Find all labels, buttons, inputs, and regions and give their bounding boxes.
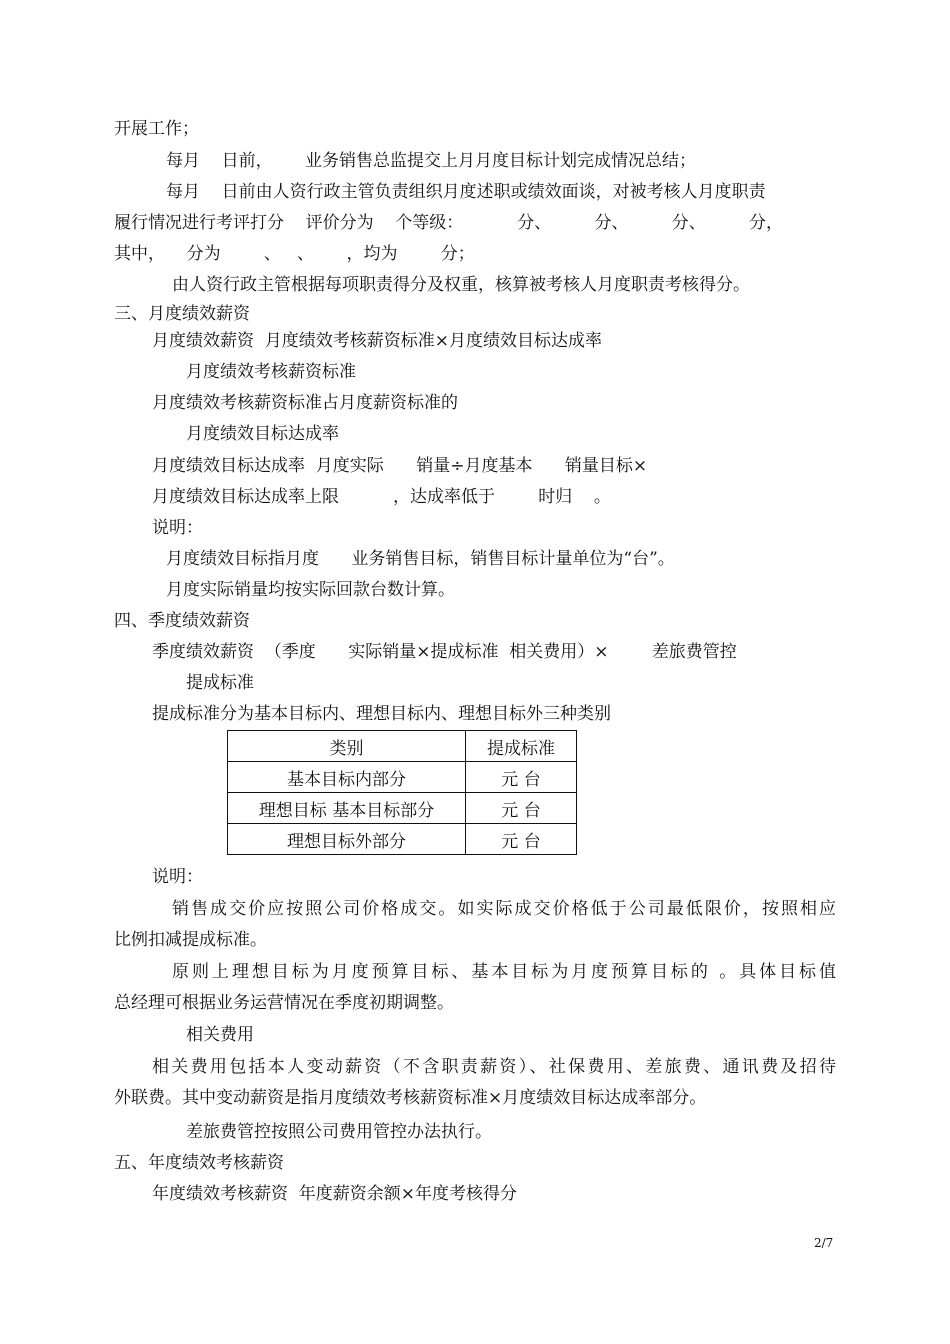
table-cell: 元 台 [466,824,577,855]
text-line: 提成标准 [186,673,254,693]
text-line: 月度绩效目标指月度 业务销售目标，销售目标计量单位为“台”。 [166,549,675,569]
table-cell: 元 台 [466,762,577,793]
text-line: 总经理可根据业务运营情况在季度初期调整。 [114,993,454,1013]
table-cell: 元 台 [466,793,577,824]
text-line: 其中， 分为 、 、 ，均为 分； [114,244,475,264]
text-line: 月度绩效薪资 月度绩效考核薪资标准×月度绩效目标达成率 [152,331,603,351]
section-heading: 四、季度绩效薪资 [114,611,250,631]
table-header-row [228,731,577,762]
text-line: 销售成交价应按照公司价格成交。如实际成交价格低于公司最低限价，按照相应 [172,899,836,919]
table-row [228,793,577,824]
text-line: 月度绩效考核薪资标准 [186,362,356,382]
page-number: 2/7 [814,1236,834,1250]
text-line: 月度绩效考核薪资标准占月度薪资标准的 [152,393,458,413]
text-line: 月度绩效目标达成率上限 ，达成率低于 时归 。 [152,487,611,507]
text-line: 提成标准分为基本目标内、理想目标内、理想目标外三种类别 [152,704,611,724]
text-line: 相关费用包括本人变动薪资（不含职责薪资）、社保费用、差旅费、通讯费及招待 [152,1057,836,1077]
text-line: 季度绩效薪资 （季度 实际销量×提成标准 相关费用）× 差旅费管控 [152,642,737,662]
text-line: 差旅费管控按照公司费用管控办法执行。 [186,1122,492,1142]
note-label: 说明： [152,867,203,887]
text-line: 外联费。其中变动薪资是指月度绩效考核薪资标准×月度绩效目标达成率部分。 [114,1088,707,1108]
text-line: 开展工作； [114,119,199,139]
text-line: 月度实际销量均按实际回款台数计算。 [166,580,455,600]
table-header: 提成标准 [466,731,577,762]
section-heading: 三、月度绩效薪资 [114,304,250,324]
text-line: 月度绩效目标达成率 月度实际 销量÷月度基本 销量目标× [152,456,648,476]
section-heading: 五、年度绩效考核薪资 [114,1153,284,1173]
text-line: 由人资行政主管根据每项职责得分及权重，核算被考核人月度职责考核得分。 [172,275,750,295]
text-line: 原则上理想目标为月度预算目标、基本目标为月度预算目标的 。具体目标值 [172,962,836,982]
text-line: 年度绩效考核薪资 年度薪资余额×年度考核得分 [152,1184,518,1204]
text-line: 月度绩效目标达成率 [186,424,339,444]
note-label: 说明： [152,518,203,538]
table-row [228,824,577,855]
table-row [228,762,577,793]
table-cell: 理想目标外部分 [228,824,466,855]
text-line: 每月 日前由人资行政主管负责组织月度述职或绩效面谈，对被考核人月度职责 [166,182,766,202]
text-line: 每月 日前， 业务销售总监提交上月月度目标计划完成情况总结； [166,151,697,171]
commission-table [227,730,577,855]
table-header: 类别 [228,731,466,762]
text-line: 相关费用 [186,1025,254,1045]
text-line: 履行情况进行考评打分 评价分为 个等级： 分、 分、 分、 分， [114,213,783,233]
table-cell: 基本目标内部分 [228,762,466,793]
text-line: 比例扣减提成标准。 [114,930,267,950]
table-cell: 理想目标 基本目标部分 [228,793,466,824]
